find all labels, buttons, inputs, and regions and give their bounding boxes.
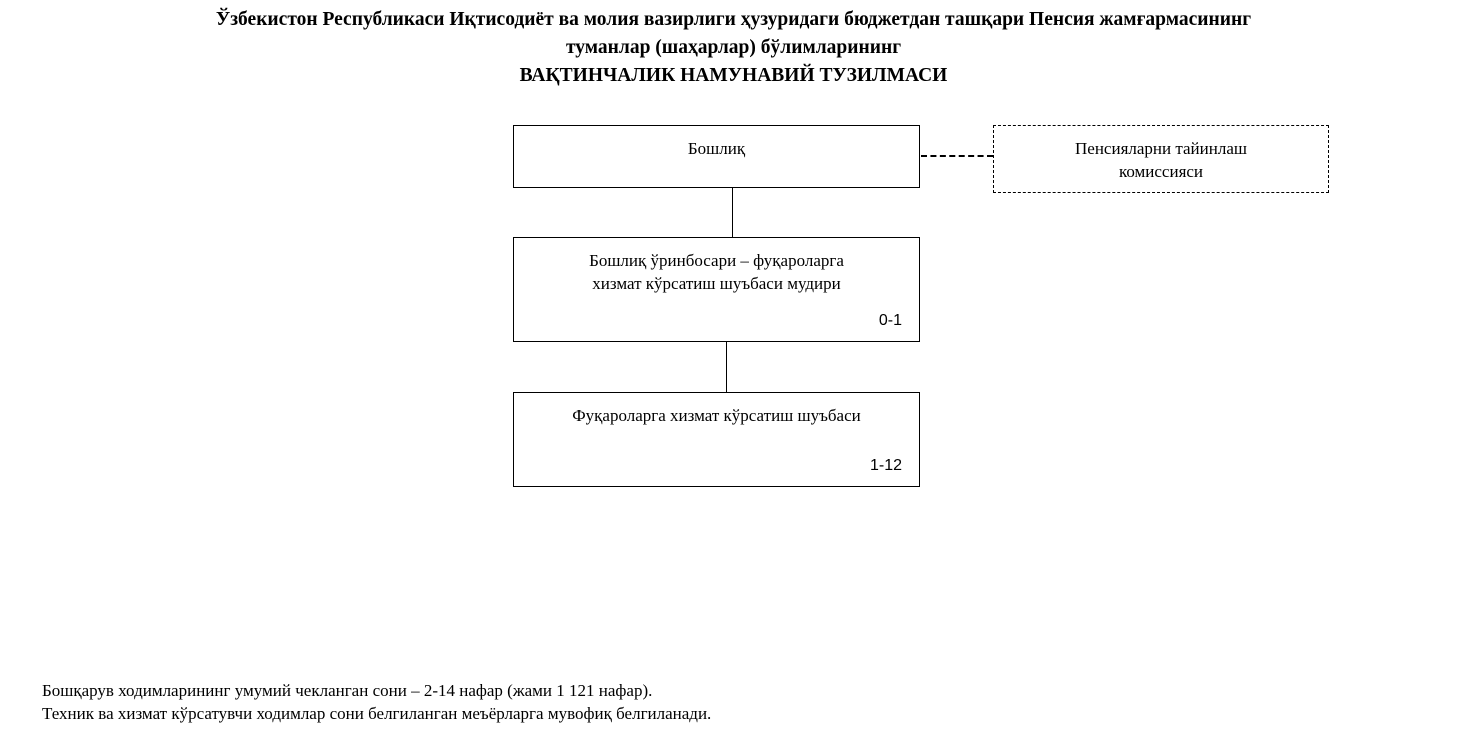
- org-node-chief-label: Бошлиқ: [687, 139, 746, 158]
- title-line-2: туманлар (шаҳарлар) бўлимларининг: [565, 37, 902, 58]
- org-node-deputy-label-line2: хизмат кўрсатиш шуъбаси мудири: [592, 274, 841, 293]
- org-node-deputy-count: 0-1: [878, 312, 902, 329]
- org-node-department-count: 1-12: [869, 457, 902, 474]
- title-line-1: Ўзбекистон Республикаси Иқтисодиёт ва молия вазирлиги ҳузуридаги бюджетдан ташқари Пенсия жамғармасининг: [215, 9, 1252, 30]
- org-node-chief: [513, 125, 920, 188]
- footer-notes: [42, 679, 711, 725]
- connector-deputy-department: [726, 342, 727, 392]
- org-node-deputy: [513, 237, 920, 342]
- org-node-department-label: Фуқароларга хизмат кўрсатиш шуъбаси: [572, 406, 861, 425]
- connector-chief-deputy: [732, 188, 733, 237]
- org-node-commission-label-line1: Пенсияларни тайинлаш: [1075, 139, 1247, 158]
- title-line-3: ВАҚТИНЧАЛИК НАМУНАВИЙ ТУЗИЛМАСИ: [519, 65, 948, 86]
- footer-note-line1: Бошқарув ходимларининг умумий чекланган сони – 2-14 нафар (жами 1 121 нафар).: [42, 681, 653, 700]
- org-node-commission: [993, 125, 1329, 193]
- org-node-deputy-label-line1: Бошлиқ ўринбосари – фуқароларга: [589, 251, 844, 270]
- dashed-connector-chief-commission: [921, 155, 993, 157]
- org-node-department: [513, 392, 920, 487]
- org-node-commission-label-line2: комиссияси: [1118, 162, 1204, 181]
- footer-note-line2: Техник ва хизмат кўрсатувчи ходимлар сони белгиланган меъёрларга мувофиқ белгиланади.: [42, 704, 712, 723]
